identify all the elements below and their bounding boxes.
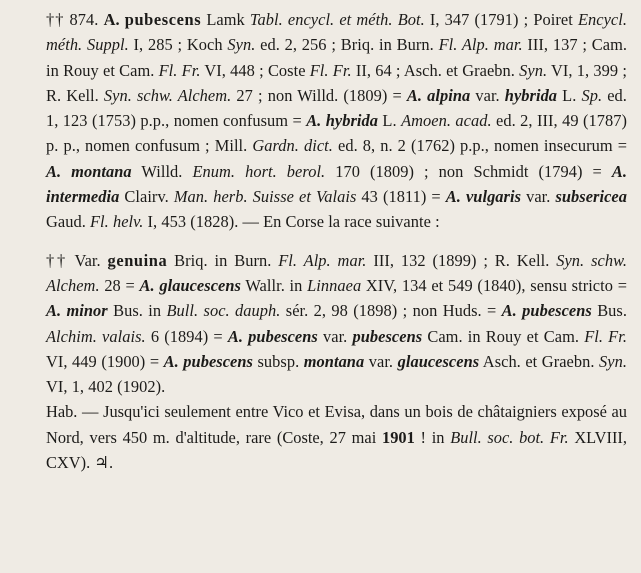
synonym-name: A. pubescens	[227, 326, 318, 346]
entry-marker: †† 874.	[46, 10, 99, 29]
text-segment: VI, 1, 402 (1902).	[46, 377, 166, 397]
text-segment: I, 347 (1791) ; Poiret	[424, 10, 578, 29]
synonym-name: A. montana	[46, 161, 132, 181]
text-segment: Bus. in	[107, 301, 167, 321]
text-segment: 27 ; non Willd. (1809) =	[231, 85, 407, 105]
work-title: Fl. Fr.	[158, 60, 201, 80]
text-segment: Wallr. in	[240, 275, 308, 295]
work-title: Syn. schw. Alchem.	[103, 85, 232, 105]
text-segment: ! in	[414, 427, 451, 447]
text-segment: 28 =	[99, 275, 140, 295]
work-title: Linnaea	[307, 275, 362, 295]
work-title: Bull. soc. bot. Fr.	[450, 427, 569, 447]
work-title: Fl. Fr.	[309, 60, 352, 80]
work-title: Alchim. valais.	[46, 326, 146, 346]
text-segment: Asch. et Graebn.	[479, 351, 600, 371]
year-bold: 1901	[382, 427, 415, 447]
entry-marker: †† Var.	[46, 250, 101, 270]
text-segment: Cam. in Rouy et Cam.	[422, 326, 585, 346]
habitat-paragraph	[24, 399, 627, 475]
work-title: Enum. hort. berol.	[192, 161, 326, 181]
species-name: pubescens	[124, 10, 202, 29]
work-title: Fl. helv.	[90, 212, 144, 232]
work-title: Syn. schw. Alchem.	[46, 250, 627, 295]
synonym-name: A. vulgaris	[445, 187, 522, 207]
work-title: Gardn. dict.	[252, 136, 333, 156]
text-segment: ed. 2, III, 49 (1787) p. p., nomen confusum ; Mill.	[46, 111, 627, 156]
work-title: Syn.	[227, 35, 256, 55]
variety-name: genuina	[107, 250, 168, 270]
text-segment: Hab. — Jusqu'ici seulement entre Vico et Evisa, dans un bois de châtaigniers exposé au Nord, vers 450 m. d'altitude, rare (Coste, 27 mai	[46, 402, 627, 447]
work-title: Encycl. méth. Suppl.	[46, 10, 627, 55]
text-segment: Clairv.	[119, 187, 174, 207]
text-segment: VI, 1, 399 ; R. Kell.	[46, 60, 627, 105]
text-segment: var.	[470, 85, 505, 105]
work-title: Sp.	[581, 85, 603, 105]
synonym-name: pubescens	[352, 326, 423, 346]
text-segment: .	[108, 453, 114, 473]
text-segment: I, 453 (1828). — En Corse la race suivante :	[143, 212, 440, 232]
synonym-name: A. intermedia	[46, 161, 627, 207]
text-segment: var.	[317, 326, 353, 346]
work-title: Bull. soc. dauph.	[166, 301, 281, 321]
synonym-name: A. alpina	[406, 85, 471, 105]
text-segment: 43 (1811) =	[356, 187, 446, 207]
text-segment: subsp.	[252, 351, 304, 371]
text-segment: XIV, 134 et 549 (1840), sensu stricto =	[361, 275, 627, 295]
work-title: Fl. Fr.	[584, 326, 628, 346]
text-segment: 170 (1809) ; non Schmidt (1794) =	[325, 161, 612, 181]
text-segment: var.	[364, 351, 398, 371]
work-title: Syn.	[519, 60, 548, 80]
synonym-name: montana	[303, 351, 365, 371]
work-title: Fl. Alp. mar.	[278, 250, 367, 270]
synonym-name: A. pubescens	[501, 301, 592, 321]
synonym-name: A. hybrida	[306, 111, 379, 131]
text-segment: Lamk	[201, 10, 250, 29]
species-entry-874	[24, 7, 627, 235]
work-title: Tabl. encycl. et méth. Bot.	[249, 10, 425, 29]
text-segment: var.	[521, 187, 556, 207]
work-title: Man. herb. Suisse et Valais	[173, 187, 357, 207]
synonym-name: hybrida	[504, 85, 558, 105]
text-segment: ed. 8, n. 2 (1762) p.p., nomen insecurum =	[332, 136, 627, 156]
text-segment: VI, 449 (1900) =	[46, 351, 164, 371]
work-title: Amoen. acad.	[401, 111, 492, 131]
text-segment: Bus.	[591, 301, 627, 321]
text-segment: XLVIII, CXV).	[46, 427, 627, 473]
text-segment: Gaud.	[46, 212, 90, 232]
text-segment: L.	[557, 85, 582, 105]
perennial-symbol: ♃	[94, 453, 109, 473]
work-title: Fl. Alp. mar.	[438, 35, 523, 55]
text-segment: ed. 2, 256 ; Briq. in Burn.	[255, 35, 439, 55]
synonym-name: A. minor	[46, 301, 108, 321]
text-segment: I, 285 ; Koch	[128, 35, 228, 55]
text-segment: L.	[378, 111, 402, 131]
synonym-name: A. glaucescens	[139, 275, 241, 295]
variety-genuina-entry	[24, 248, 627, 400]
text-segment: III, 137 ; Cam. in Rouy et Cam.	[46, 35, 628, 80]
text-segment: Briq. in Burn.	[167, 250, 279, 270]
text-segment: III, 132 (1899) ; R. Kell.	[366, 250, 557, 270]
genus-abbreviation: A.	[103, 10, 120, 29]
text-segment: II, 64 ; Asch. et Graebn.	[351, 60, 520, 80]
synonym-name: subsericea	[555, 187, 627, 207]
text-segment: Willd.	[131, 161, 193, 181]
synonym-name: glaucescens	[397, 351, 480, 371]
synonym-name: A. pubescens	[163, 351, 253, 371]
text-segment: 6 (1894) =	[145, 326, 228, 346]
text-segment: sér. 2, 98 (1898) ; non Huds. =	[280, 301, 502, 321]
text-segment: VI, 448 ; Coste	[200, 60, 310, 80]
text-segment: ed. 1, 123 (1753) p.p., nomen confusum =	[46, 85, 627, 131]
work-title: Syn.	[599, 351, 627, 371]
